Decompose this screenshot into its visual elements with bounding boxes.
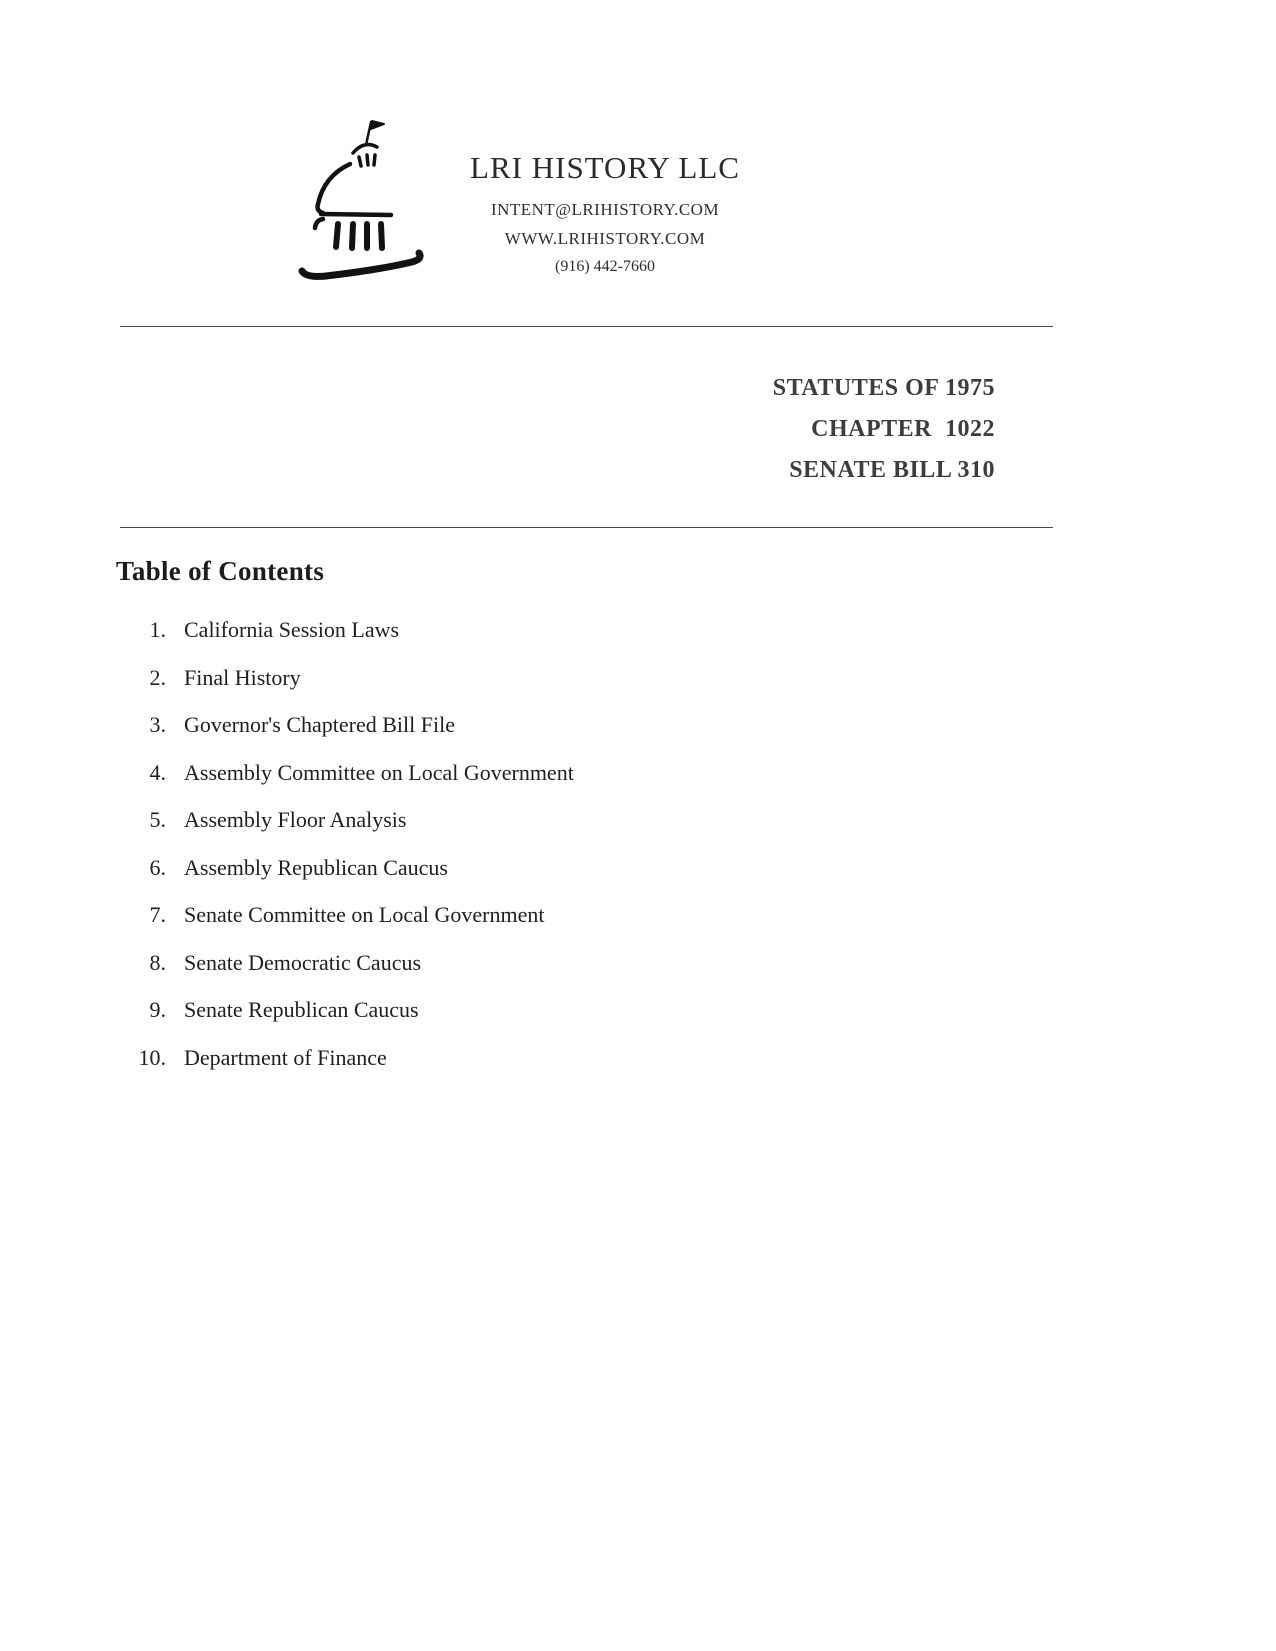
horizontal-rule-top	[120, 326, 1053, 327]
statute-title-block	[773, 368, 995, 491]
toc-item-number: 4.	[149, 759, 166, 785]
toc-item-label: Department of Finance	[184, 1044, 387, 1070]
toc-item	[116, 712, 1016, 760]
toc-item-number: 8.	[149, 949, 166, 975]
toc-item	[116, 855, 1016, 903]
toc-item-number: 1.	[149, 617, 166, 642]
toc-heading: Table of Contents	[116, 556, 325, 586]
toc-item	[116, 902, 1016, 950]
company-phone: (916) 442-7660	[555, 258, 655, 275]
toc-item-number: 2.	[149, 664, 166, 690]
toc-list	[116, 617, 1016, 1092]
company-name: LRI HISTORY LLC	[470, 150, 740, 185]
table-of-contents	[116, 556, 1016, 1092]
toc-item-number: 5.	[149, 807, 166, 832]
toc-item-label: California Session Laws	[184, 617, 400, 642]
toc-item	[116, 760, 1016, 808]
toc-item	[116, 665, 1016, 713]
toc-item-label: Assembly Committee on Local Government	[184, 759, 574, 785]
letterhead	[455, 150, 755, 276]
toc-item-label: Final History	[184, 664, 301, 690]
toc-item-label: Senate Republican Caucus	[184, 997, 419, 1022]
toc-item-label: Assembly Republican Caucus	[184, 854, 448, 880]
company-email: INTENT@LRIHISTORY.COM	[490, 200, 720, 219]
toc-item-number: 7.	[149, 902, 166, 927]
horizontal-rule-bottom	[120, 527, 1053, 528]
toc-item-number: 3.	[149, 712, 166, 737]
statute-year: STATUTES OF 1975	[772, 375, 995, 401]
toc-item-label: Governor's Chaptered Bill File	[184, 712, 455, 737]
company-website: WWW.LRIHISTORY.COM	[504, 229, 706, 248]
capitol-dome-icon	[292, 118, 442, 288]
toc-item	[116, 950, 1016, 998]
toc-item-label: Senate Committee on Local Government	[184, 902, 545, 927]
statute-bill: SENATE BILL 310	[789, 457, 995, 483]
toc-item-number: 9.	[149, 997, 166, 1022]
toc-item-label: Senate Democratic Caucus	[184, 949, 422, 975]
toc-item-label: Assembly Floor Analysis	[184, 807, 407, 832]
statute-chapter: CHAPTER 1022	[811, 416, 995, 442]
toc-item-number: 10.	[138, 1044, 166, 1070]
toc-item	[116, 617, 1016, 665]
toc-item	[116, 1045, 1016, 1093]
toc-item	[116, 807, 1016, 855]
toc-item	[116, 997, 1016, 1045]
toc-item-number: 6.	[149, 854, 166, 880]
